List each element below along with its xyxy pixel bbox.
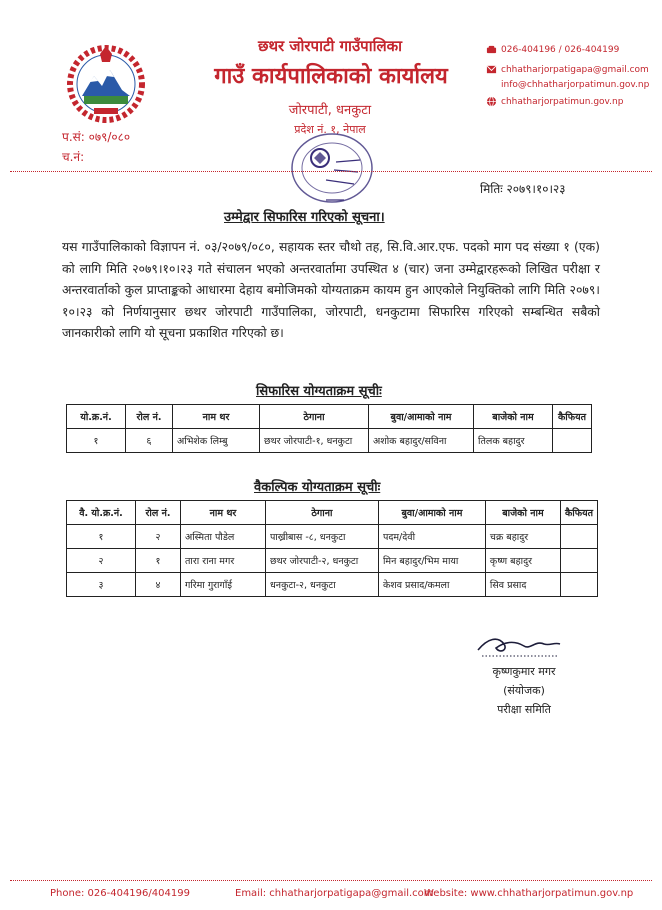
alternate-table [66, 500, 598, 597]
cell-name: अभिशेक लिम्बु [173, 429, 260, 453]
notice-title: उम्मेद्वार सिफारिस गरिएको सूचना। [224, 210, 385, 225]
cell-remarks [553, 429, 592, 453]
cell-grandfather: चक्र बहादुर [485, 525, 560, 549]
signatory-committee: परीक्षा समिति [497, 703, 551, 716]
col-grandfather: बाजेको नाम [474, 405, 553, 429]
cell-roll: १ [135, 549, 180, 573]
col-serial: वै. यो.क्र.नं. [67, 501, 136, 525]
alternate-title: वैकल्पिक योग्यताक्रम सूचीः [254, 480, 381, 495]
cell-name: गरिमा गुरागाँई [180, 573, 265, 597]
contact-email[interactable] [486, 64, 649, 75]
cell-grandfather: तिलक बहादुर [474, 429, 553, 453]
col-address: ठेगाना [265, 501, 378, 525]
letter-number: प.सं: ०७९/०८० [62, 130, 131, 144]
footer-divider [10, 880, 652, 881]
office-title: गाउँ कार्यपालिकाको कार्यालय [214, 64, 448, 89]
cell-grandfather: कृष्ण बहादुर [485, 549, 560, 573]
office-stamp [286, 128, 378, 208]
org-name: छथर जोरपाटी गाउँपालिका [257, 37, 403, 55]
cell-parents: केशव प्रसाद/कमला [378, 573, 485, 597]
header-divider [10, 171, 652, 172]
contact-website-text: chhatharjorpatimun.gov.np [501, 96, 624, 107]
notice-body: यस गाउँपालिकाको विज्ञापन नं. ०३/२०७९/०८०, सहायक स्तर चौथो तह, सि.वि.आर.एफ. पदको माग पद संख्या १ (एक) को लागि मिति २०७९।१०।२३ गते संचालन भएको अन्तरवार्तामा उपस्थित ४ (चार) जना उम्मेद्वारहरूको लिखित परीक्षा र अन्तरवार्ताको कुल प्राप्ताङ्कको आधारमा देहाय बमोजिमको योग्यताक्रम कायम हुन आएकोले नियुक्तिको लागि मिति २०७९।१०।२३ को निर्णयानुसार छथर जोरपाटी गाउँपालिका, जोरपाटी, धनकुटामा सिफारिस गरिएको सम्बन्धित सबैको जानकारीको लागि यो सूचना प्रकाशित गरिएको छ। [62, 239, 600, 341]
contact-email-2-text: info@chhatharjorpatimun.gov.np [501, 80, 650, 90]
cell-serial: २ [67, 549, 136, 573]
cell-remarks [560, 573, 597, 597]
office-location: जोरपाटी, धनकुटा [288, 103, 372, 118]
col-parents: बुवा/आमाको नाम [369, 405, 474, 429]
col-address: ठेगाना [260, 405, 369, 429]
cell-serial: १ [67, 429, 126, 453]
table-row [67, 549, 598, 573]
email-icon [486, 64, 497, 75]
dispatch-number: च.नं: [62, 150, 85, 164]
col-grandfather: बाजेको नाम [485, 501, 560, 525]
col-serial: यो.क्र.नं. [67, 405, 126, 429]
col-name: नाम थर [173, 405, 260, 429]
col-remarks: कैफियत [553, 405, 592, 429]
contact-website[interactable] [486, 96, 623, 107]
recommended-header-row [67, 405, 592, 429]
nepal-emblem [64, 40, 148, 124]
recommended-table [66, 404, 592, 453]
contact-email-text: chhatharjorpatigapa@gmail.com [501, 64, 649, 75]
alternate-header-row [67, 501, 598, 525]
contact-phone-text: 026-404196 / 026-404199 [501, 44, 620, 55]
footer-email[interactable]: Email: chhatharjorpatigapa@gmail.com [235, 888, 434, 899]
cell-name: तारा राना मगर [180, 549, 265, 573]
cell-remarks [560, 525, 597, 549]
table-row [67, 573, 598, 597]
recommended-title: सिफारिस योग्यताक्रम सूचीः [256, 384, 382, 399]
signature [474, 628, 564, 660]
notice-date: मितिः २०७९।१०।२३ [480, 182, 566, 196]
footer-website[interactable]: Website: www.chhatharjorpatimun.gov.np [424, 888, 634, 899]
province-line: प्रदेश नं. १, नेपाल [294, 123, 366, 136]
col-roll: रोल नं. [126, 405, 173, 429]
contact-phone [486, 44, 619, 55]
cell-roll: २ [135, 525, 180, 549]
cell-address: पाख्रीबास -८, धनकुटा [265, 525, 378, 549]
cell-address: छथर जोरपाटी-२, धनकुटा [265, 549, 378, 573]
contact-email-2[interactable] [501, 80, 649, 90]
cell-serial: ३ [67, 573, 136, 597]
cell-name: अस्मिता पौडेल [180, 525, 265, 549]
col-name: नाम थर [180, 501, 265, 525]
cell-parents: पदम/देवी [378, 525, 485, 549]
cell-address: छथर जोरपाटी-१, धनकुटा [260, 429, 369, 453]
cell-parents: अशोक बहादुर/सविना [369, 429, 474, 453]
col-remarks: कैफियत [560, 501, 597, 525]
cell-remarks [560, 549, 597, 573]
signatory-role: (संयोजक) [503, 684, 545, 697]
globe-icon [486, 96, 497, 107]
cell-grandfather: सिव प्रसाद [485, 573, 560, 597]
cell-parents: मिन बहादुर/भिम माया [378, 549, 485, 573]
col-roll: रोल नं. [135, 501, 180, 525]
cell-address: धनकुटा-२, धनकुटा [265, 573, 378, 597]
signatory-name: कृष्णकुमार मगर [492, 665, 556, 678]
col-parents: बुवा/आमाको नाम [378, 501, 485, 525]
table-row [67, 525, 598, 549]
cell-roll: ६ [126, 429, 173, 453]
footer-phone: Phone: 026-404196/404199 [50, 888, 190, 899]
cell-serial: १ [67, 525, 136, 549]
cell-roll: ४ [135, 573, 180, 597]
phone-icon [486, 44, 497, 55]
table-row [67, 429, 592, 453]
